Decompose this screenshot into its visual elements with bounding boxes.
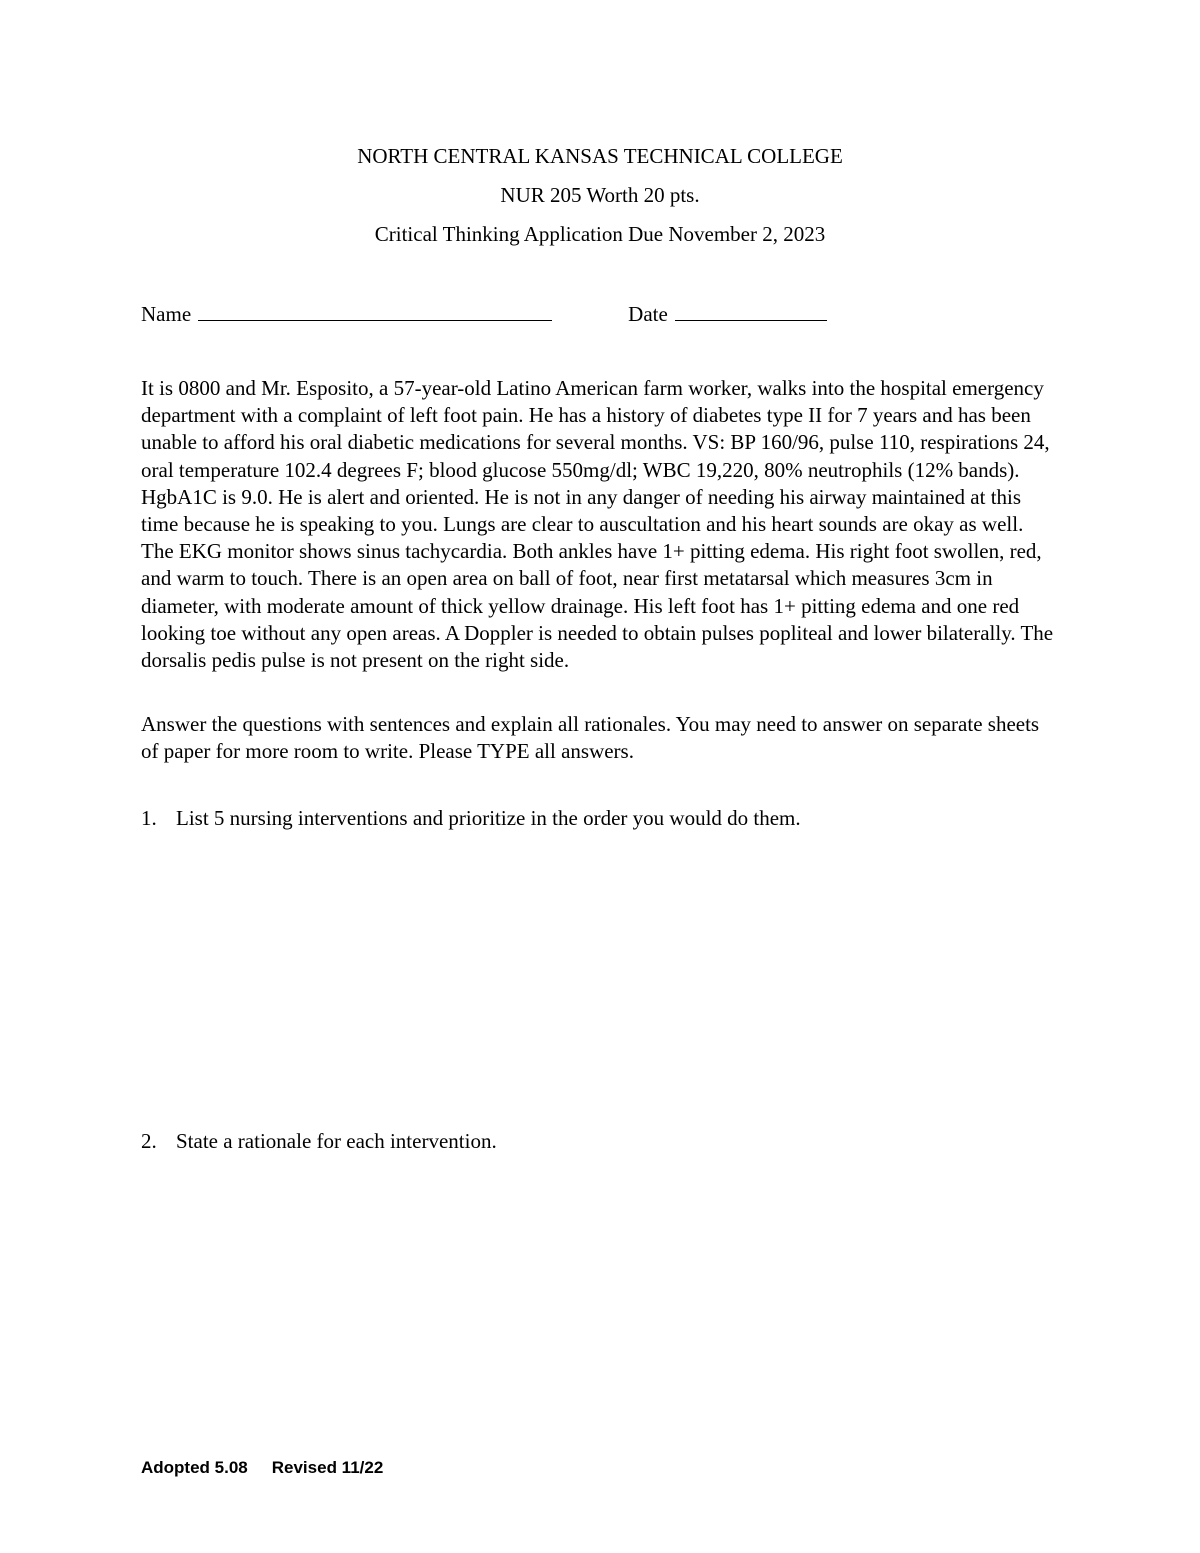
question-number: 1. bbox=[141, 806, 157, 830]
question-text: List 5 nursing interventions and prioritize in the order you would do them. bbox=[176, 806, 801, 830]
instructions-paragraph: Answer the questions with sentences and explain all rationales. You may need to answer on separate sheets of paper for more room to write. Please TYPE all answers. bbox=[141, 712, 1040, 764]
question-text: State a rationale for each intervention. bbox=[176, 1129, 497, 1153]
date-label: Date bbox=[628, 302, 668, 326]
question-1 bbox=[141, 805, 801, 831]
assignment-line: Critical Thinking Application Due November 2, 2023 bbox=[374, 222, 826, 246]
case-scenario-paragraph: It is 0800 and Mr. Esposito, a 57-year-old Latino American farm worker, walks into the hospital emergency department with a complaint of left foot pain. He has a history of diabetes type II for 7 years and has been unable to afford his oral diabetic medications for several months. VS: BP 160/96, pulse 110, respirations 24, oral temperature 102.4 degrees F; blood glucose 550mg/dl; WBC 19,220, 80% neutrophils (12% bands). HgbA1C is 9.0. He is alert and oriented. He is not in any danger of needing his airway maintained at this time because he is speaking to you. Lungs are clear to auscultation and his heart sounds are okay as well. The EKG monitor shows sinus tachycardia. Both ankles have 1+ pitting edema. His right foot swollen, red, and warm to touch. There is an open area on ball of foot, near first metatarsal which measures 3cm in diameter, with moderate amount of thick yellow drainage. His left foot has 1+ pitting edema and one red looking toe without any open areas. A Doppler is needed to obtain pulses popliteal and lower bilaterally. The dorsalis pedis pulse is not present on the right side. bbox=[141, 376, 1054, 673]
adopted-note: Adopted 5.08 bbox=[141, 1458, 248, 1477]
question-number: 2. bbox=[141, 1129, 157, 1153]
name-date-row bbox=[141, 298, 827, 327]
name-field[interactable] bbox=[198, 298, 552, 321]
revised-note: Revised 11/22 bbox=[271, 1458, 384, 1477]
question-2 bbox=[141, 1128, 497, 1154]
name-label: Name bbox=[141, 302, 192, 326]
institution-title: NORTH CENTRAL KANSAS TECHNICAL COLLEGE bbox=[357, 144, 843, 168]
document-footer bbox=[141, 1458, 383, 1478]
date-field[interactable] bbox=[675, 298, 827, 321]
course-line: NUR 205 Worth 20 pts. bbox=[500, 183, 700, 207]
